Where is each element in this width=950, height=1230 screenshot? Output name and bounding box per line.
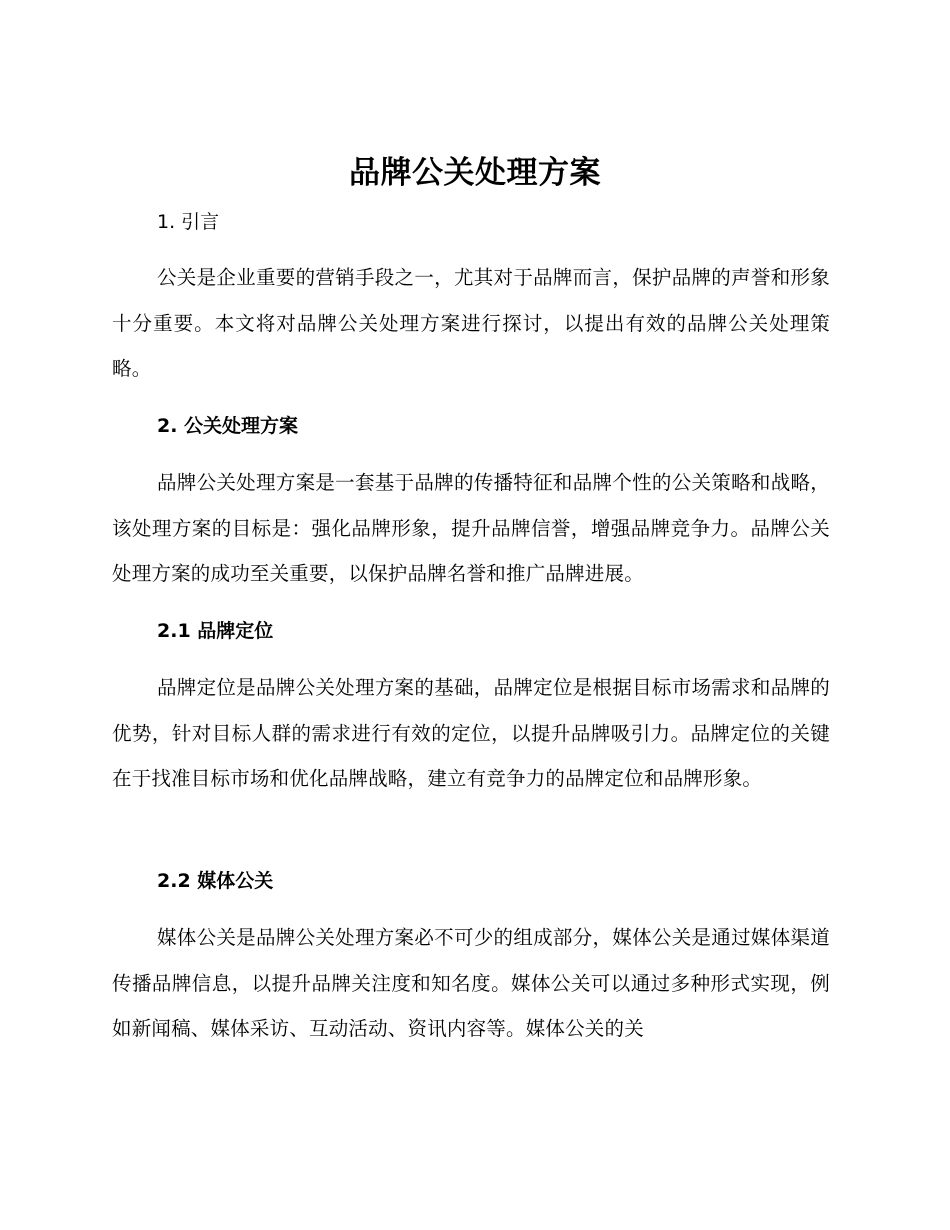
- section-paragraph-brand-positioning: 品牌定位是品牌公关处理方案的基础，品牌定位是根据目标市场需求和品牌的优势，针对目标人群的需求进行有效的定位，以提升品牌吸引力。品牌定位的关键在于找准目标市场和优化品牌战略，建立有竞争力的品牌定位和品牌形象。: [112, 676, 830, 790]
- section-paragraph-media-pr: 媒体公关是品牌公关处理方案必不可少的组成部分，媒体公关是通过媒体渠道传播品牌信息，以提升品牌关注度和知名度。媒体公关可以通过多种形式实现，例如新闻稿、媒体采访、互动活动、资讯内容等。媒体公关的关: [112, 926, 830, 1040]
- section-paragraph-pr-plan: 品牌公关处理方案是一套基于品牌的传播特征和品牌个性的公关策略和战略，该处理方案的目标是：强化品牌形象，提升品牌信誉，增强品牌竞争力。品牌公关处理方案的成功至关重要，以保护品牌名誉和推广品牌进展。: [112, 471, 830, 585]
- document-title: 品牌公关处理方案: [349, 155, 601, 191]
- section-heading-brand-positioning: 2.1 品牌定位: [157, 620, 274, 642]
- section-heading-media-pr: 2.2 媒体公关: [157, 870, 274, 892]
- section-heading-pr-plan: 2. 公关处理方案: [157, 415, 299, 437]
- section-heading-introduction: 1. 引言: [157, 211, 220, 233]
- section-paragraph-introduction: 公关是企业重要的营销手段之一，尤其对于品牌而言，保护品牌的声誉和形象十分重要。本文将对品牌公关处理方案进行探讨，以提出有效的品牌公关处理策略。: [112, 266, 830, 380]
